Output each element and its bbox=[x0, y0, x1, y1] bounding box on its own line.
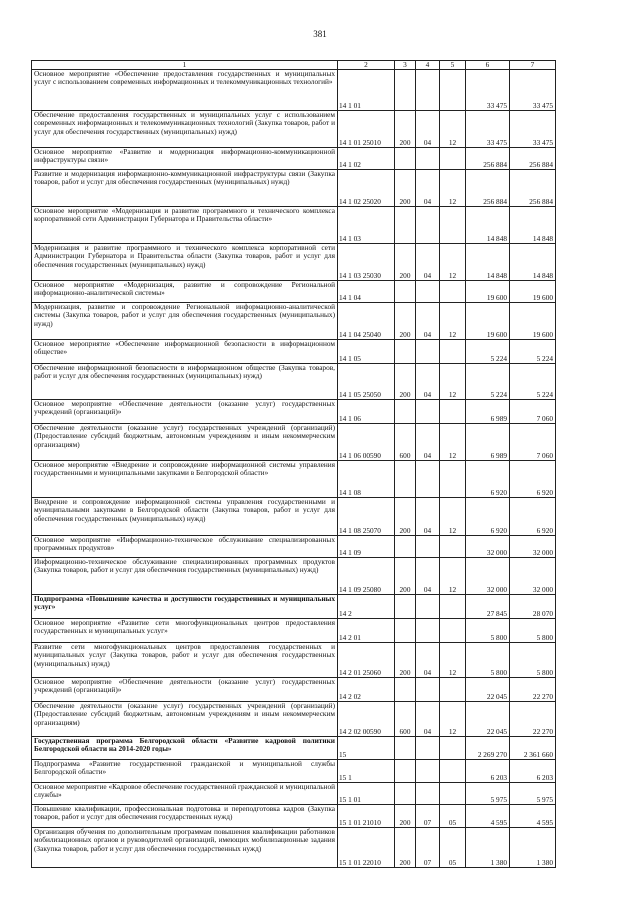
row-expense-type: 200 bbox=[395, 828, 416, 868]
header-row bbox=[32, 61, 556, 70]
row-subsection bbox=[440, 461, 466, 498]
row-section bbox=[416, 678, 440, 702]
table-row bbox=[32, 244, 556, 281]
row-description: Основное мероприятие «Развитие и модернизация информационно-коммуникационной инфраструктуры связи» bbox=[32, 148, 338, 170]
row-amount-2020: 5 224 bbox=[510, 364, 556, 400]
header-cell: 2 bbox=[338, 61, 395, 70]
row-amount-2020: 5 975 bbox=[510, 783, 556, 805]
row-expense-type bbox=[395, 207, 416, 244]
row-amount-2019: 6 989 bbox=[466, 400, 510, 424]
row-amount-2019: 5 975 bbox=[466, 783, 510, 805]
table-row bbox=[32, 111, 556, 148]
table-row bbox=[32, 498, 556, 536]
row-code: 14 1 01 25010 bbox=[338, 111, 395, 148]
row-amount-2019: 27 845 bbox=[466, 595, 510, 619]
row-description: Внедрение и сопровождение информационной системы управления государственными и муниципальными закупками в Белгородской области (Закупка товаров, работ и услуг для обеспечения государственных (муниципальных) нужд) bbox=[32, 498, 338, 536]
row-code: 14 1 06 bbox=[338, 400, 395, 424]
row-section bbox=[416, 619, 440, 643]
row-section bbox=[416, 281, 440, 303]
row-section bbox=[416, 595, 440, 619]
row-amount-2019: 4 595 bbox=[466, 805, 510, 828]
row-description: Повышение квалификации, профессиональная подготовка и переподготовка кадров (Закупка товаров, работ и услуг для обеспечения государственных нужд) bbox=[32, 805, 338, 828]
row-amount-2019: 33 475 bbox=[466, 70, 510, 111]
row-section bbox=[416, 536, 440, 558]
table-row bbox=[32, 207, 556, 244]
row-amount-2019: 5 800 bbox=[466, 643, 510, 678]
row-subsection bbox=[440, 340, 466, 364]
row-amount-2020: 2 361 660 bbox=[510, 737, 556, 760]
row-subsection: 12 bbox=[440, 244, 466, 281]
row-expense-type: 200 bbox=[395, 244, 416, 281]
row-description: Подпрограмма «Повышение качества и доступности государственных и муниципальных услуг» bbox=[32, 595, 338, 619]
row-subsection: 12 bbox=[440, 702, 466, 737]
row-amount-2020: 5 224 bbox=[510, 340, 556, 364]
row-amount-2019: 14 848 bbox=[466, 207, 510, 244]
row-expense-type bbox=[395, 340, 416, 364]
row-expense-type: 200 bbox=[395, 364, 416, 400]
row-expense-type bbox=[395, 678, 416, 702]
row-code: 14 1 04 25040 bbox=[338, 303, 395, 340]
row-subsection: 12 bbox=[440, 364, 466, 400]
row-amount-2020: 1 380 bbox=[510, 828, 556, 868]
row-code: 14 1 05 bbox=[338, 340, 395, 364]
row-section: 04 bbox=[416, 498, 440, 536]
row-description: Обеспечение деятельности (оказание услуг) государственных учреждений (организаций) (Предоставление субсидий бюджетным, автономным учреждениям и иным некоммерческим организациям) bbox=[32, 702, 338, 737]
row-amount-2020: 14 848 bbox=[510, 207, 556, 244]
row-code: 14 2 01 25060 bbox=[338, 643, 395, 678]
row-expense-type: 200 bbox=[395, 303, 416, 340]
row-amount-2019: 6 989 bbox=[466, 424, 510, 461]
row-section: 04 bbox=[416, 702, 440, 737]
row-subsection bbox=[440, 70, 466, 111]
row-section bbox=[416, 207, 440, 244]
row-subsection: 05 bbox=[440, 828, 466, 868]
header-cell: 7 bbox=[510, 61, 556, 70]
row-subsection: 05 bbox=[440, 805, 466, 828]
row-amount-2020: 7 060 bbox=[510, 400, 556, 424]
row-description: Обеспечение деятельности (оказание услуг) государственных учреждений (организаций) (Предоставление субсидий бюджетным, автономным учреждениям и иным некоммерческим организациям) bbox=[32, 424, 338, 461]
row-code: 15 1 01 21010 bbox=[338, 805, 395, 828]
row-expense-type bbox=[395, 595, 416, 619]
row-section: 04 bbox=[416, 244, 440, 281]
row-description: Обеспечение предоставления государственных и муниципальных услуг с использованием современных информационных и телекоммуникационных технологий (Закупка товаров, работ и услуг для обеспечения государственных (муниципальных) нужд) bbox=[32, 111, 338, 148]
row-amount-2019: 33 475 bbox=[466, 111, 510, 148]
row-code: 14 2 bbox=[338, 595, 395, 619]
row-amount-2019: 256 884 bbox=[466, 170, 510, 207]
row-subsection bbox=[440, 595, 466, 619]
row-section bbox=[416, 737, 440, 760]
table-row bbox=[32, 70, 556, 111]
header-cell: 6 bbox=[466, 61, 510, 70]
row-code: 14 1 05 25050 bbox=[338, 364, 395, 400]
row-description: Государственная программа Белгородской области «Развитие кадровой политики Белгородской области на 2014-2020 годы» bbox=[32, 737, 338, 760]
table-body bbox=[32, 70, 556, 868]
row-section: 04 bbox=[416, 303, 440, 340]
row-amount-2020: 22 270 bbox=[510, 702, 556, 737]
row-subsection bbox=[440, 678, 466, 702]
table-row bbox=[32, 783, 556, 805]
row-section bbox=[416, 340, 440, 364]
row-code: 14 1 01 bbox=[338, 70, 395, 111]
row-section: 04 bbox=[416, 424, 440, 461]
row-code: 14 2 02 bbox=[338, 678, 395, 702]
row-expense-type: 200 bbox=[395, 498, 416, 536]
row-section bbox=[416, 148, 440, 170]
row-section: 04 bbox=[416, 558, 440, 595]
row-amount-2020: 256 884 bbox=[510, 170, 556, 207]
row-code: 14 1 02 bbox=[338, 148, 395, 170]
row-amount-2019: 5 224 bbox=[466, 340, 510, 364]
page-number: 381 bbox=[313, 29, 327, 39]
row-description: Основное мероприятие «Модернизация, развитие и сопровождение Региональной информационно-аналитической системы» bbox=[32, 281, 338, 303]
row-expense-type: 200 bbox=[395, 558, 416, 595]
row-expense-type: 200 bbox=[395, 170, 416, 207]
row-expense-type: 600 bbox=[395, 702, 416, 737]
row-section: 07 bbox=[416, 828, 440, 868]
row-code: 14 1 06 00590 bbox=[338, 424, 395, 461]
budget-table bbox=[31, 60, 556, 868]
row-amount-2020: 6 920 bbox=[510, 498, 556, 536]
row-expense-type bbox=[395, 783, 416, 805]
table-row bbox=[32, 461, 556, 498]
row-expense-type bbox=[395, 70, 416, 111]
row-subsection bbox=[440, 737, 466, 760]
row-description: Модернизация и развитие программного и технического комплекса корпоративной сети Администрации Губернатора и Правительства области (Закупка товаров, работ и услуг для обеспечения государственных (муниципальных) нужд) bbox=[32, 244, 338, 281]
row-expense-type bbox=[395, 760, 416, 783]
row-section bbox=[416, 760, 440, 783]
table-row bbox=[32, 170, 556, 207]
row-amount-2019: 14 848 bbox=[466, 244, 510, 281]
table-row bbox=[32, 536, 556, 558]
table-row bbox=[32, 828, 556, 868]
table-row bbox=[32, 364, 556, 400]
row-amount-2019: 22 045 bbox=[466, 678, 510, 702]
table-row bbox=[32, 148, 556, 170]
row-subsection: 12 bbox=[440, 111, 466, 148]
table-row bbox=[32, 303, 556, 340]
row-section: 04 bbox=[416, 364, 440, 400]
row-code: 14 1 03 bbox=[338, 207, 395, 244]
row-expense-type bbox=[395, 400, 416, 424]
header-cell: 3 bbox=[395, 61, 416, 70]
table-row bbox=[32, 737, 556, 760]
table-row bbox=[32, 281, 556, 303]
row-code: 14 2 02 00590 bbox=[338, 702, 395, 737]
row-description: Основное мероприятие «Внедрение и сопровождение информационной системы управления государственными и муниципальными закупками в Белгородской области» bbox=[32, 461, 338, 498]
row-subsection: 12 bbox=[440, 558, 466, 595]
row-expense-type bbox=[395, 148, 416, 170]
table-row bbox=[32, 619, 556, 643]
row-amount-2019: 19 600 bbox=[466, 281, 510, 303]
row-expense-type bbox=[395, 536, 416, 558]
row-description: Подпрограмма «Развитие государственной гражданской и муниципальной службы Белгородской области» bbox=[32, 760, 338, 783]
row-description: Развитие сети многофункциональных центров предоставления государственных и муниципальных услуг (Закупка товаров, работ и услуг для обеспечения государственных (муниципальных) нужд) bbox=[32, 643, 338, 678]
row-subsection bbox=[440, 783, 466, 805]
table-row bbox=[32, 400, 556, 424]
row-description: Организация обучения по дополнительным программам повышения квалификации работников мобилизационных органов и руководителей организаций, имеющих мобилизационные задания (Закупка товаров, работ и услуг для обеспечения государственных нужд) bbox=[32, 828, 338, 868]
row-amount-2019: 5 224 bbox=[466, 364, 510, 400]
row-section bbox=[416, 461, 440, 498]
row-amount-2020: 33 475 bbox=[510, 70, 556, 111]
row-expense-type: 200 bbox=[395, 643, 416, 678]
row-expense-type bbox=[395, 281, 416, 303]
row-description: Обеспечение информационной безопасности в информационном обществе (Закупка товаров, работ и услуг для обеспечения государственных (муниципальных) нужд) bbox=[32, 364, 338, 400]
row-code: 14 1 08 bbox=[338, 461, 395, 498]
row-amount-2020: 5 800 bbox=[510, 619, 556, 643]
row-subsection bbox=[440, 281, 466, 303]
row-subsection: 12 bbox=[440, 498, 466, 536]
row-description: Основное мероприятие «Обеспечение информационной безопасности в информационном обществе» bbox=[32, 340, 338, 364]
row-code: 15 1 01 bbox=[338, 783, 395, 805]
row-description: Развитие и модернизация информационно-коммуникационной инфраструктуры связи (Закупка товаров, работ и услуг для обеспечения государственных (муниципальных) нужд) bbox=[32, 170, 338, 207]
row-expense-type bbox=[395, 737, 416, 760]
row-code: 14 1 08 25070 bbox=[338, 498, 395, 536]
row-code: 14 2 01 bbox=[338, 619, 395, 643]
row-section: 07 bbox=[416, 805, 440, 828]
row-section bbox=[416, 400, 440, 424]
row-description: Модернизация, развитие и сопровождение Региональной информационно-аналитической системы (Закупка товаров, работ и услуг для обеспечения государственных (муниципальных) нужд) bbox=[32, 303, 338, 340]
row-code: 15 1 01 22010 bbox=[338, 828, 395, 868]
row-amount-2020: 5 800 bbox=[510, 643, 556, 678]
row-amount-2019: 6 920 bbox=[466, 461, 510, 498]
row-amount-2020: 14 848 bbox=[510, 244, 556, 281]
row-code: 15 1 bbox=[338, 760, 395, 783]
row-amount-2020: 19 600 bbox=[510, 281, 556, 303]
row-description: Основное мероприятие «Развитие сети многофункциональных центров предоставления государственных и муниципальных услуг» bbox=[32, 619, 338, 643]
table-row bbox=[32, 643, 556, 678]
row-subsection bbox=[440, 760, 466, 783]
row-code: 14 1 09 bbox=[338, 536, 395, 558]
row-description: Основное мероприятие «Информационно-техническое обслуживание специализированных программных продуктов» bbox=[32, 536, 338, 558]
row-amount-2020: 22 270 bbox=[510, 678, 556, 702]
row-description: Основное мероприятие «Модернизация и развитие программного и технического комплекса корпоративной сети Администрации Губернатора и Правительства области» bbox=[32, 207, 338, 244]
row-amount-2020: 7 060 bbox=[510, 424, 556, 461]
row-amount-2019: 6 203 bbox=[466, 760, 510, 783]
row-code: 14 1 09 25080 bbox=[338, 558, 395, 595]
row-amount-2019: 2 269 270 bbox=[466, 737, 510, 760]
table-row bbox=[32, 424, 556, 461]
row-expense-type: 200 bbox=[395, 805, 416, 828]
table-row bbox=[32, 760, 556, 783]
row-description: Основное мероприятие «Обеспечение деятельности (оказание услуг) государственных учреждений (организаций)» bbox=[32, 678, 338, 702]
header-cell: 1 bbox=[32, 61, 338, 70]
row-subsection bbox=[440, 207, 466, 244]
row-section: 04 bbox=[416, 111, 440, 148]
table-row bbox=[32, 595, 556, 619]
row-section: 04 bbox=[416, 170, 440, 207]
row-subsection: 12 bbox=[440, 424, 466, 461]
row-description: Информационно-техническое обслуживание специализированных программных продуктов (Закупка товаров, работ и услуг для обеспечения государственных (муниципальных) нужд) bbox=[32, 558, 338, 595]
row-code: 14 1 03 25030 bbox=[338, 244, 395, 281]
row-amount-2020: 4 595 bbox=[510, 805, 556, 828]
row-amount-2020: 28 070 bbox=[510, 595, 556, 619]
row-amount-2019: 1 380 bbox=[466, 828, 510, 868]
row-subsection bbox=[440, 619, 466, 643]
row-expense-type: 200 bbox=[395, 111, 416, 148]
row-description: Основное мероприятие «Обеспечение предоставления государственных и муниципальных услуг с использованием современных информационных и телекоммуникационных технологий» bbox=[32, 70, 338, 111]
header-cell: 4 bbox=[416, 61, 440, 70]
row-subsection: 12 bbox=[440, 643, 466, 678]
row-amount-2019: 22 045 bbox=[466, 702, 510, 737]
row-subsection bbox=[440, 148, 466, 170]
row-description: Основное мероприятие «Кадровое обеспечение государственной гражданской и муниципальной службы» bbox=[32, 783, 338, 805]
row-amount-2020: 256 884 bbox=[510, 148, 556, 170]
header-cell: 5 bbox=[440, 61, 466, 70]
row-amount-2020: 32 000 bbox=[510, 536, 556, 558]
row-amount-2020: 6 920 bbox=[510, 461, 556, 498]
table-row bbox=[32, 702, 556, 737]
row-subsection bbox=[440, 536, 466, 558]
row-section: 04 bbox=[416, 643, 440, 678]
row-code: 14 1 04 bbox=[338, 281, 395, 303]
row-amount-2019: 256 884 bbox=[466, 148, 510, 170]
table-row bbox=[32, 340, 556, 364]
row-amount-2020: 6 203 bbox=[510, 760, 556, 783]
row-section bbox=[416, 783, 440, 805]
row-expense-type bbox=[395, 619, 416, 643]
row-amount-2019: 32 000 bbox=[466, 536, 510, 558]
row-amount-2020: 32 000 bbox=[510, 558, 556, 595]
table-row bbox=[32, 805, 556, 828]
row-description: Основное мероприятие «Обеспечение деятельности (оказание услуг) государственных учреждений (организаций)» bbox=[32, 400, 338, 424]
table-row bbox=[32, 678, 556, 702]
row-subsection bbox=[440, 400, 466, 424]
row-code: 14 1 02 25020 bbox=[338, 170, 395, 207]
row-amount-2019: 19 600 bbox=[466, 303, 510, 340]
row-expense-type bbox=[395, 461, 416, 498]
row-amount-2020: 33 475 bbox=[510, 111, 556, 148]
row-code: 15 bbox=[338, 737, 395, 760]
row-expense-type: 600 bbox=[395, 424, 416, 461]
row-subsection: 12 bbox=[440, 303, 466, 340]
row-amount-2019: 5 800 bbox=[466, 619, 510, 643]
row-amount-2019: 6 920 bbox=[466, 498, 510, 536]
row-subsection: 12 bbox=[440, 170, 466, 207]
row-amount-2020: 19 600 bbox=[510, 303, 556, 340]
row-amount-2019: 32 000 bbox=[466, 558, 510, 595]
row-section bbox=[416, 70, 440, 111]
table-row bbox=[32, 558, 556, 595]
